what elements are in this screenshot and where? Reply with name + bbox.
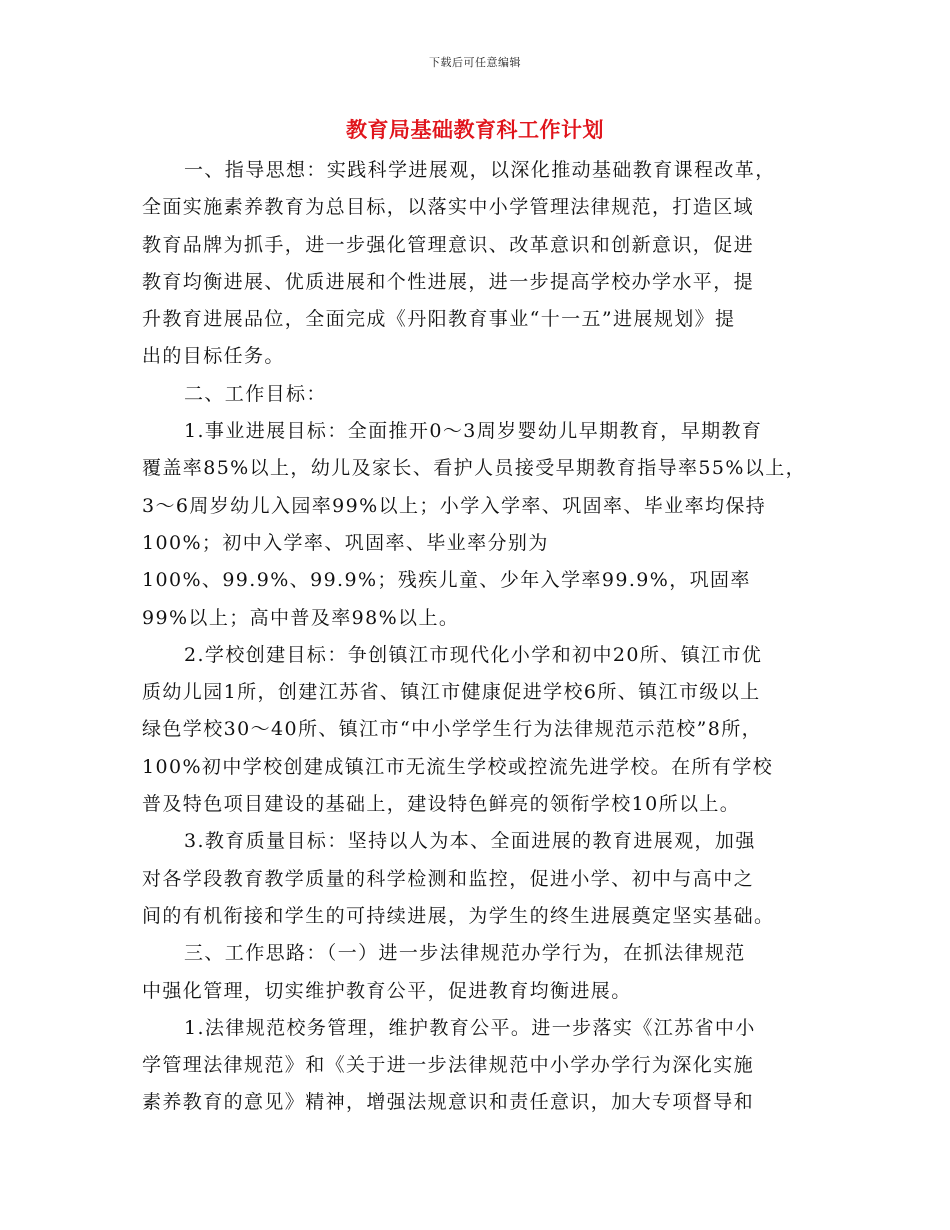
text-line: 普及特色项目建设的基础上，建设特色鲜亮的领衔学校10所以上。 <box>142 793 741 816</box>
text-line: 3.教育质量目标：坚持以人为本、全面进展的教育进展观，加强 <box>184 830 756 853</box>
paragraph-quality-goals <box>142 823 810 935</box>
text-line: 3～6周岁幼儿入园率99%以上；小学入学率、巩固率、毕业率均保持 <box>142 494 767 517</box>
text-line: 教育品牌为抓手，进一步强化管理意识、改革意识和创新意识，促进 <box>142 233 755 256</box>
document-title: 教育局基础教育科工作计划 <box>346 117 604 142</box>
paragraph-school-building-goals <box>142 637 810 823</box>
paragraph-work-goals-heading <box>142 376 810 413</box>
document-body <box>142 152 810 1122</box>
text-line: 质幼儿园1所，创建江苏省、镇江市健康促进学校6所、镇江市级以上 <box>142 681 761 704</box>
paragraph-work-approach <box>142 935 810 1010</box>
text-line: 一、指导思想：实践科学进展观，以深化推动基础教育课程改革， <box>184 159 776 181</box>
text-line: 出的目标任务。 <box>142 345 285 368</box>
text-line: 100%；初中入学率、巩固率、毕业率分别为 <box>142 531 549 554</box>
text-line: 2.学校创建目标：争创镇江市现代化小学和初中20所、镇江市优 <box>184 643 763 666</box>
text-line: 三、工作思路：（一）进一步法律规范办学行为，在抓法律规范 <box>184 942 746 965</box>
text-line: 覆盖率85%以上，幼儿及家长、看护人员接受早期教育指导率55%以上， <box>142 457 807 480</box>
text-line: 二、工作目标： <box>184 382 327 405</box>
text-line: 教育均衡进展、优质进展和个性进展，进一步提高学校办学水平，提 <box>142 270 755 293</box>
text-line: 1.事业进展目标：全面推开0～3周岁婴幼儿早期教育，早期教育 <box>184 420 763 443</box>
header-note: 下载后可任意编辑 <box>429 56 521 69</box>
text-line: 绿色学校30～40所、镇江市“中小学学生行为法律规范示范校”8所， <box>142 718 763 741</box>
paragraph-guiding-ideology <box>142 152 810 376</box>
text-line: 100%、99.9%、99.9%；残疾儿童、少年入学率99.9%，巩固率 <box>142 569 751 592</box>
text-line: 1.法律规范校务管理，维护教育公平。进一步落实《江苏省中小 <box>184 1016 756 1039</box>
text-line: 中强化管理，切实维护教育公平，促进教育均衡进展。 <box>142 979 632 1002</box>
paragraph-development-goals <box>142 413 810 637</box>
text-line: 99%以上；高中普及率98%以上。 <box>142 606 460 629</box>
text-line: 全面实施素养教育为总目标，以落实中小学管理法律规范，打造区域 <box>142 196 755 219</box>
text-line: 升教育进展品位，全面完成《丹阳教育事业“十一五”进展规划》提 <box>142 308 736 331</box>
text-line: 素养教育的意见》精神，增强法规意识和责任意识，加大专项督导和 <box>142 1091 755 1114</box>
text-line: 对各学段教育教学质量的科学检测和监控，促进小学、初中与高中之 <box>142 867 755 890</box>
paragraph-school-management <box>142 1010 810 1122</box>
text-line: 间的有机衔接和学生的可持续进展，为学生的终生进展奠定坚实基础。 <box>142 904 775 927</box>
text-line: 100%初中学校创建成镇江市无流生学校或控流先进学校。在所有学校 <box>142 755 774 778</box>
text-line: 学管理法律规范》和《关于进一步法律规范中小学办学行为深化实施 <box>142 1054 755 1077</box>
